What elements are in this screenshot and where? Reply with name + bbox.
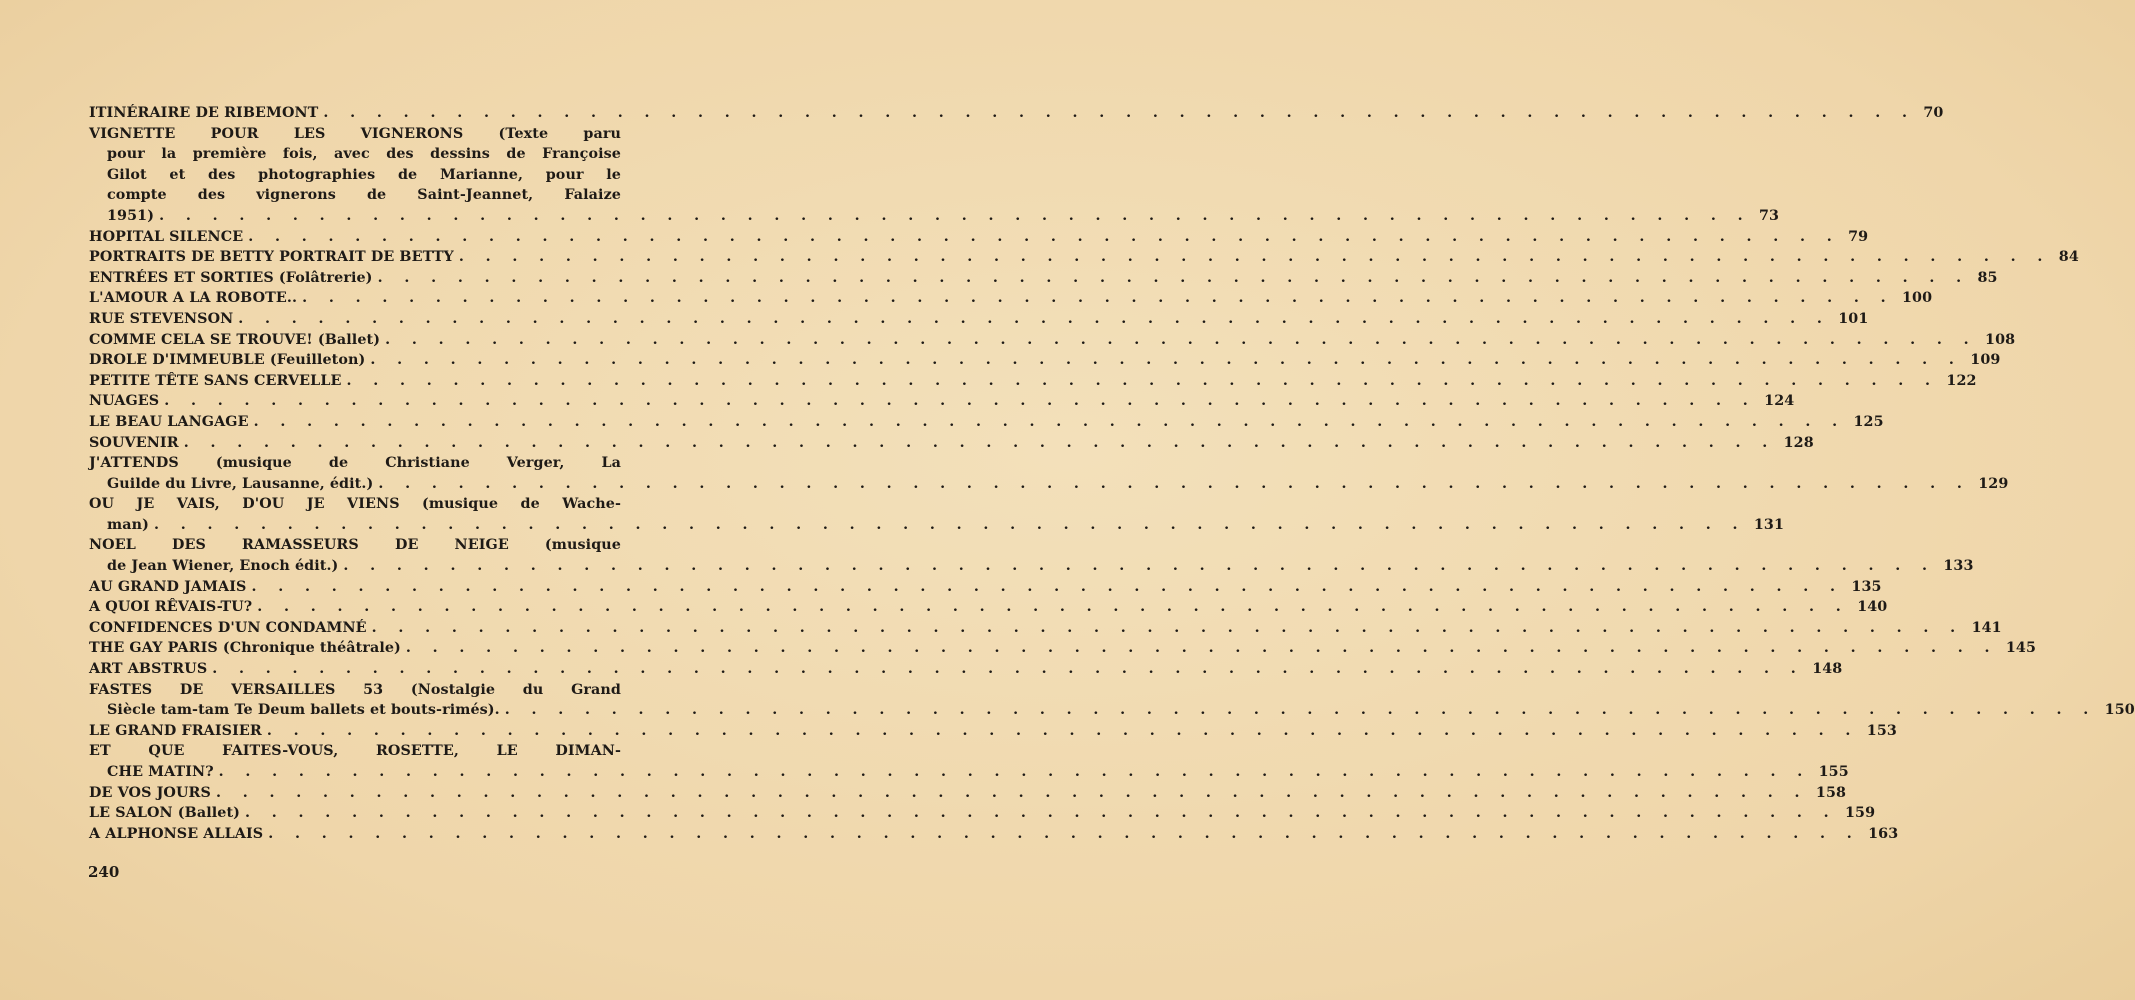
dot-leader: . . . . . . . . . . . . . . . . . . . . . . . . . . . . . . . . . . . . . . . . . . . . . . . . . . . . . . . . . . . . (504, 702, 2097, 719)
toc-page-number: 145 (2005, 640, 2036, 657)
toc-entry-title-line (89, 494, 621, 515)
toc-entry-title-line (89, 124, 621, 145)
toc-page-number: 84 (2058, 249, 2079, 266)
toc-entry-text: man) (107, 516, 149, 533)
toc-entry (89, 371, 1977, 392)
toc-entry-text: ET QUE FAITES-VOUS, ROSETTE, LE DIMAN- (89, 743, 621, 760)
dot-leader: . . . . . . . . . . . . . . . . . . . . . . . . . . . . . . . . . . . . . . . . . . . . . . . . . . . . . . . . . . . . (458, 249, 2051, 266)
dot-leader: . . . . . . . . . . . . . . . . . . . . . . . . . . . . . . . . . . . . . . . . . . . . . . . . . . . . . . . . . . . . (268, 825, 1861, 842)
dot-leader: . . . . . . . . . . . . . . . . . . . . . . . . . . . . . . . . . . . . . . . . . . . . . . . . . . . . . . . . . . . . (245, 805, 1837, 822)
dot-leader: . . . . . . . . . . . . . . . . . . . . . . . . . . . . . . . . . . . . . . . . . . . . . . . . . . . . . . . . . . . . (343, 558, 1936, 575)
toc-page-number: 140 (1857, 599, 1888, 616)
toc-page-number: 135 (1851, 578, 1882, 595)
toc-entry-text: CHE MATIN? (107, 764, 214, 780)
toc-entry-title-line (89, 783, 1847, 804)
toc-entry-text: pour la première fois, avec des dessins de Françoise (107, 146, 621, 163)
toc-entry-text: NOEL DES RAMASSEURS DE NEIGE (musique (89, 537, 621, 554)
toc-entry-title-line (89, 638, 2036, 659)
toc-entry-text: VIGNETTE POUR LES VIGNERONS (Texte paru (89, 125, 621, 142)
toc-page-number: 101 (1838, 310, 1869, 327)
toc-page-number: 125 (1853, 413, 1884, 430)
toc-page-number: 159 (1844, 805, 1876, 822)
toc-entry-title-line (89, 680, 621, 701)
dot-leader: . . . . . . . . . . . . . . . . . . . . . . . . . . . . . . . . . . . . . . . . . . . . . . . . . . . . . . . . . . . . (323, 105, 1916, 121)
toc-entry (89, 494, 1785, 535)
toc-entry-text: LE GRAND FRAISIER (89, 722, 262, 739)
dot-leader: . . . . . . . . . . . . . . . . . . . . . . . . . . . . . . . . . . . . . . . . . . . . . . . . . . . . . . . . . . . . (159, 207, 1751, 224)
dot-leader: . . . . . . . . . . . . . . . . . . . . . . . . . . . . . . . . . . . . . . . . . . . . . . . . . . . . . . . . . . . . (238, 310, 1831, 327)
dot-leader: . . . . . . . . . . . . . . . . . . . . . . . . . . . . . . . . . . . . . . . . . . . . . . . . . . . . . . . . . . . . (218, 764, 1811, 780)
dot-leader: . . . . . . . . . . . . . . . . . . . . . . . . . . . . . . . . . . . . . . . . . . . . . . . . . . . . . . . . . . . . (378, 475, 1971, 492)
toc-entry (89, 659, 1843, 680)
toc-entry-continuation-line (89, 185, 621, 206)
toc-entry-text: DE VOS JOURS (89, 784, 211, 801)
toc-page-number: 128 (1783, 434, 1814, 451)
toc-entry-text: ITINÉRAIRE DE RIBEMONT (89, 105, 319, 121)
toc-entry-title-line (89, 721, 1897, 742)
toc-page-number: 109 (1970, 352, 2001, 369)
toc-entry-title-line (89, 535, 621, 556)
dot-leader: . . . . . . . . . . . . . . . . . . . . . . . . . . . . . . . . . . . . . . . . . . . . . . . . . . . . . . . . . . . . (253, 413, 1846, 430)
toc-entry-text: OU JE VAIS, D'OU JE VIENS (musique de Wache- (89, 496, 621, 513)
toc-entry (89, 741, 1849, 782)
toc-page-number: 150 (2104, 702, 2135, 719)
toc-entry (89, 597, 1888, 618)
toc-entry-text: COMME CELA SE TROUVE! (Ballet) (89, 331, 381, 348)
toc-entry-continuation-line (89, 165, 621, 186)
toc-entry-text: L'AMOUR A LA ROBOTE.. (89, 290, 298, 307)
toc-entry-text: FASTES DE VERSAILLES 53 (Nostalgie du Grand (89, 681, 621, 698)
dot-leader: . . . . . . . . . . . . . . . . . . . . . . . . . . . . . . . . . . . . . . . . . . . . . . . . . . . . . . . . . . . . (302, 290, 1894, 307)
toc-page-number: 108 (1985, 331, 2016, 348)
toc-entry-text: ART ABSTRUS (89, 661, 208, 678)
toc-page-number: 153 (1866, 722, 1897, 739)
toc-entry-text: 1951) (107, 207, 155, 224)
toc-entry-text: PETITE TÊTE SANS CERVELLE (89, 372, 342, 389)
toc-entry-text: LE SALON (Ballet) (89, 805, 241, 822)
toc-entry-text: AU GRAND JAMAIS (89, 578, 247, 595)
toc-entry-title-line (89, 103, 1944, 124)
table-of-contents (89, 103, 2135, 844)
toc-entry-title-line (89, 268, 1998, 289)
toc-entry (89, 103, 1944, 124)
toc-entry-text: NUAGES (89, 393, 160, 410)
dot-leader: . . . . . . . . . . . . . . . . . . . . . . . . . . . . . . . . . . . . . . . . . . . . . . . . . . . . . . . . . . . . (385, 331, 1978, 348)
dot-leader: . . . . . . . . . . . . . . . . . . . . . . . . . . . . . . . . . . . . . . . . . . . . . . . . . . . . . . . . . . . . (164, 393, 1757, 410)
toc-entry-text: CONFIDENCES D'UN CONDAMNÉ (89, 619, 367, 636)
toc-entry-text: A QUOI RÊVAIS-TU? (89, 599, 253, 616)
toc-entry-title-line (89, 741, 621, 762)
dot-leader: . . . . . . . . . . . . . . . . . . . . . . . . . . . . . . . . . . . . . . . . . . . . . . . . . . . . . . . . . . . . (215, 784, 1808, 801)
toc-page-number: 85 (1977, 269, 1998, 286)
toc-entry-text: Siècle tam-tam Te Deum ballets et bouts-rimés). (107, 702, 500, 719)
toc-page-number: 124 (1764, 393, 1795, 410)
dot-leader: . . . . . . . . . . . . . . . . . . . . . . . . . . . . . . . . . . . . . . . . . . . . . . . . . . . . . . . . . . . . (257, 599, 1850, 616)
toc-page-number: 79 (1848, 228, 1869, 245)
dot-leader: . . . . . . . . . . . . . . . . . . . . . . . . . . . . . . . . . . . . . . . . . . . . . . . . . . . . . . . . . . . . (266, 722, 1859, 739)
toc-entry (89, 350, 2001, 371)
toc-entry-title-line (89, 433, 1814, 454)
toc-entry-text: PORTRAITS DE BETTY PORTRAIT DE BETTY (89, 249, 454, 266)
toc-entry (89, 680, 2135, 721)
dot-leader: . . . . . . . . . . . . . . . . . . . . . . . . . . . . . . . . . . . . . . . . . . . . . . . . . . . . . . . . . . . . (212, 661, 1805, 678)
toc-entry (89, 124, 1780, 227)
dot-leader: . . . . . . . . . . . . . . . . . . . . . . . . . . . . . . . . . . . . . . . . . . . . . . . . . . . . . . . . . . . . (153, 516, 1746, 533)
toc-page-number: 133 (1943, 558, 1974, 575)
toc-entry-title-line (89, 371, 1977, 392)
toc-entry-continuation-line (89, 762, 1849, 783)
toc-entry-title-line (89, 618, 2002, 639)
toc-entry (89, 824, 1899, 845)
dot-leader: . . . . . . . . . . . . . . . . . . . . . . . . . . . . . . . . . . . . . . . . . . . . . . . . . . . . . . . . . . . . (248, 228, 1841, 245)
toc-page-number: 100 (1901, 290, 1933, 307)
dot-leader: . . . . . . . . . . . . . . . . . . . . . . . . . . . . . . . . . . . . . . . . . . . . . . . . . . . . . . . . . . . . (370, 352, 1963, 369)
toc-entry-title-line (89, 288, 1933, 309)
toc-entry (89, 247, 2079, 268)
toc-entry (89, 577, 1882, 598)
toc-page-number: 70 (1923, 105, 1944, 121)
dot-leader: . . . . . . . . . . . . . . . . . . . . . . . . . . . . . . . . . . . . . . . . . . . . . . . . . . . . . . . . . . . . (405, 640, 1998, 657)
toc-entry (89, 288, 1933, 309)
toc-entry (89, 721, 1897, 742)
toc-entry-title-line (89, 659, 1843, 680)
toc-entry-text: Guilde du Livre, Lausanne, édit.) (107, 475, 374, 492)
toc-entry-text: de Jean Wiener, Enoch édit.) (107, 558, 339, 575)
toc-entry-continuation-line (89, 144, 621, 165)
toc-entry (89, 330, 2016, 351)
toc-page-number: 131 (1753, 516, 1785, 533)
toc-entry (89, 535, 1974, 576)
toc-entry-continuation-line (89, 515, 1785, 536)
page-number: 240 (88, 863, 120, 881)
toc-entry (89, 803, 1876, 824)
toc-entry (89, 268, 1998, 289)
toc-entry-text: DROLE D'IMMEUBLE (Feuilleton) (89, 352, 366, 369)
dot-leader: . . . . . . . . . . . . . . . . . . . . . . . . . . . . . . . . . . . . . . . . . . . . . . . . . . . . . . . . . . . . (346, 372, 1939, 389)
dot-leader: . . . . . . . . . . . . . . . . . . . . . . . . . . . . . . . . . . . . . . . . . . . . . . . . . . . . . . . . . . . . (251, 578, 1844, 595)
toc-entry-title-line (89, 227, 1869, 248)
toc-entry-text: ENTRÉES ET SORTIES (Folâtrerie) (89, 269, 373, 286)
toc-entry-text: RUE STEVENSON (89, 310, 234, 327)
toc-entry-title-line (89, 824, 1899, 845)
toc-entry-continuation-line (89, 474, 2009, 495)
toc-entry-text: Gilot et des photographies de Marianne, pour le (107, 166, 621, 183)
dot-leader: . . . . . . . . . . . . . . . . . . . . . . . . . . . . . . . . . . . . . . . . . . . . . . . . . . . . . . . . . . . . (377, 269, 1970, 286)
toc-entry (89, 618, 2002, 639)
toc-entry (89, 638, 2036, 659)
toc-page-number: 155 (1818, 764, 1849, 780)
toc-entry-title-line (89, 247, 2079, 268)
toc-entry-continuation-line (89, 206, 1780, 227)
toc-entry-title-line (89, 391, 1795, 412)
toc-entry (89, 783, 1847, 804)
dot-leader: . . . . . . . . . . . . . . . . . . . . . . . . . . . . . . . . . . . . . . . . . . . . . . . . . . . . . . . . . . . . (183, 434, 1776, 451)
toc-entry-text: compte des vignerons de Saint-Jeannet, Falaize (107, 187, 621, 204)
dot-leader: . . . . . . . . . . . . . . . . . . . . . . . . . . . . . . . . . . . . . . . . . . . . . . . . . . . . . . . . . . . . (371, 619, 1964, 636)
toc-entry (89, 391, 1795, 412)
toc-entry-title-line (89, 309, 1869, 330)
toc-entry (89, 433, 1814, 454)
toc-page-number: 163 (1868, 825, 1899, 842)
toc-entry-title-line (89, 597, 1888, 618)
toc-entry (89, 453, 2009, 494)
toc-page-number: 148 (1812, 661, 1843, 678)
toc-entry-text: THE GAY PARIS (Chronique théâtrale) (89, 640, 401, 657)
toc-entry-title-line (89, 577, 1882, 598)
toc-entry-title-line (89, 453, 621, 474)
toc-entry-continuation-line (89, 700, 2135, 721)
toc-entry-title-line (89, 330, 2016, 351)
toc-entry-text: HOPITAL SILENCE (89, 228, 244, 245)
toc-entry-text: SOUVENIR (89, 434, 179, 451)
toc-page-number: 129 (1978, 475, 2009, 492)
toc-page-number: 141 (1971, 619, 2002, 636)
toc-entry-text: A ALPHONSE ALLAIS (89, 825, 264, 842)
toc-page-number: 158 (1815, 784, 1847, 801)
toc-entry (89, 412, 1884, 433)
toc-page-number: 122 (1946, 372, 1977, 389)
toc-entry-text: J'ATTENDS (musique de Christiane Verger, La (89, 455, 621, 472)
toc-entry-title-line (89, 350, 2001, 371)
toc-entry (89, 227, 1869, 248)
toc-entry-title-line (89, 803, 1876, 824)
toc-page-number: 73 (1758, 207, 1780, 224)
toc-entry (89, 309, 1869, 330)
toc-entry-text: LE BEAU LANGAGE (89, 413, 249, 430)
toc-entry-title-line (89, 412, 1884, 433)
toc-entry-continuation-line (89, 556, 1974, 577)
